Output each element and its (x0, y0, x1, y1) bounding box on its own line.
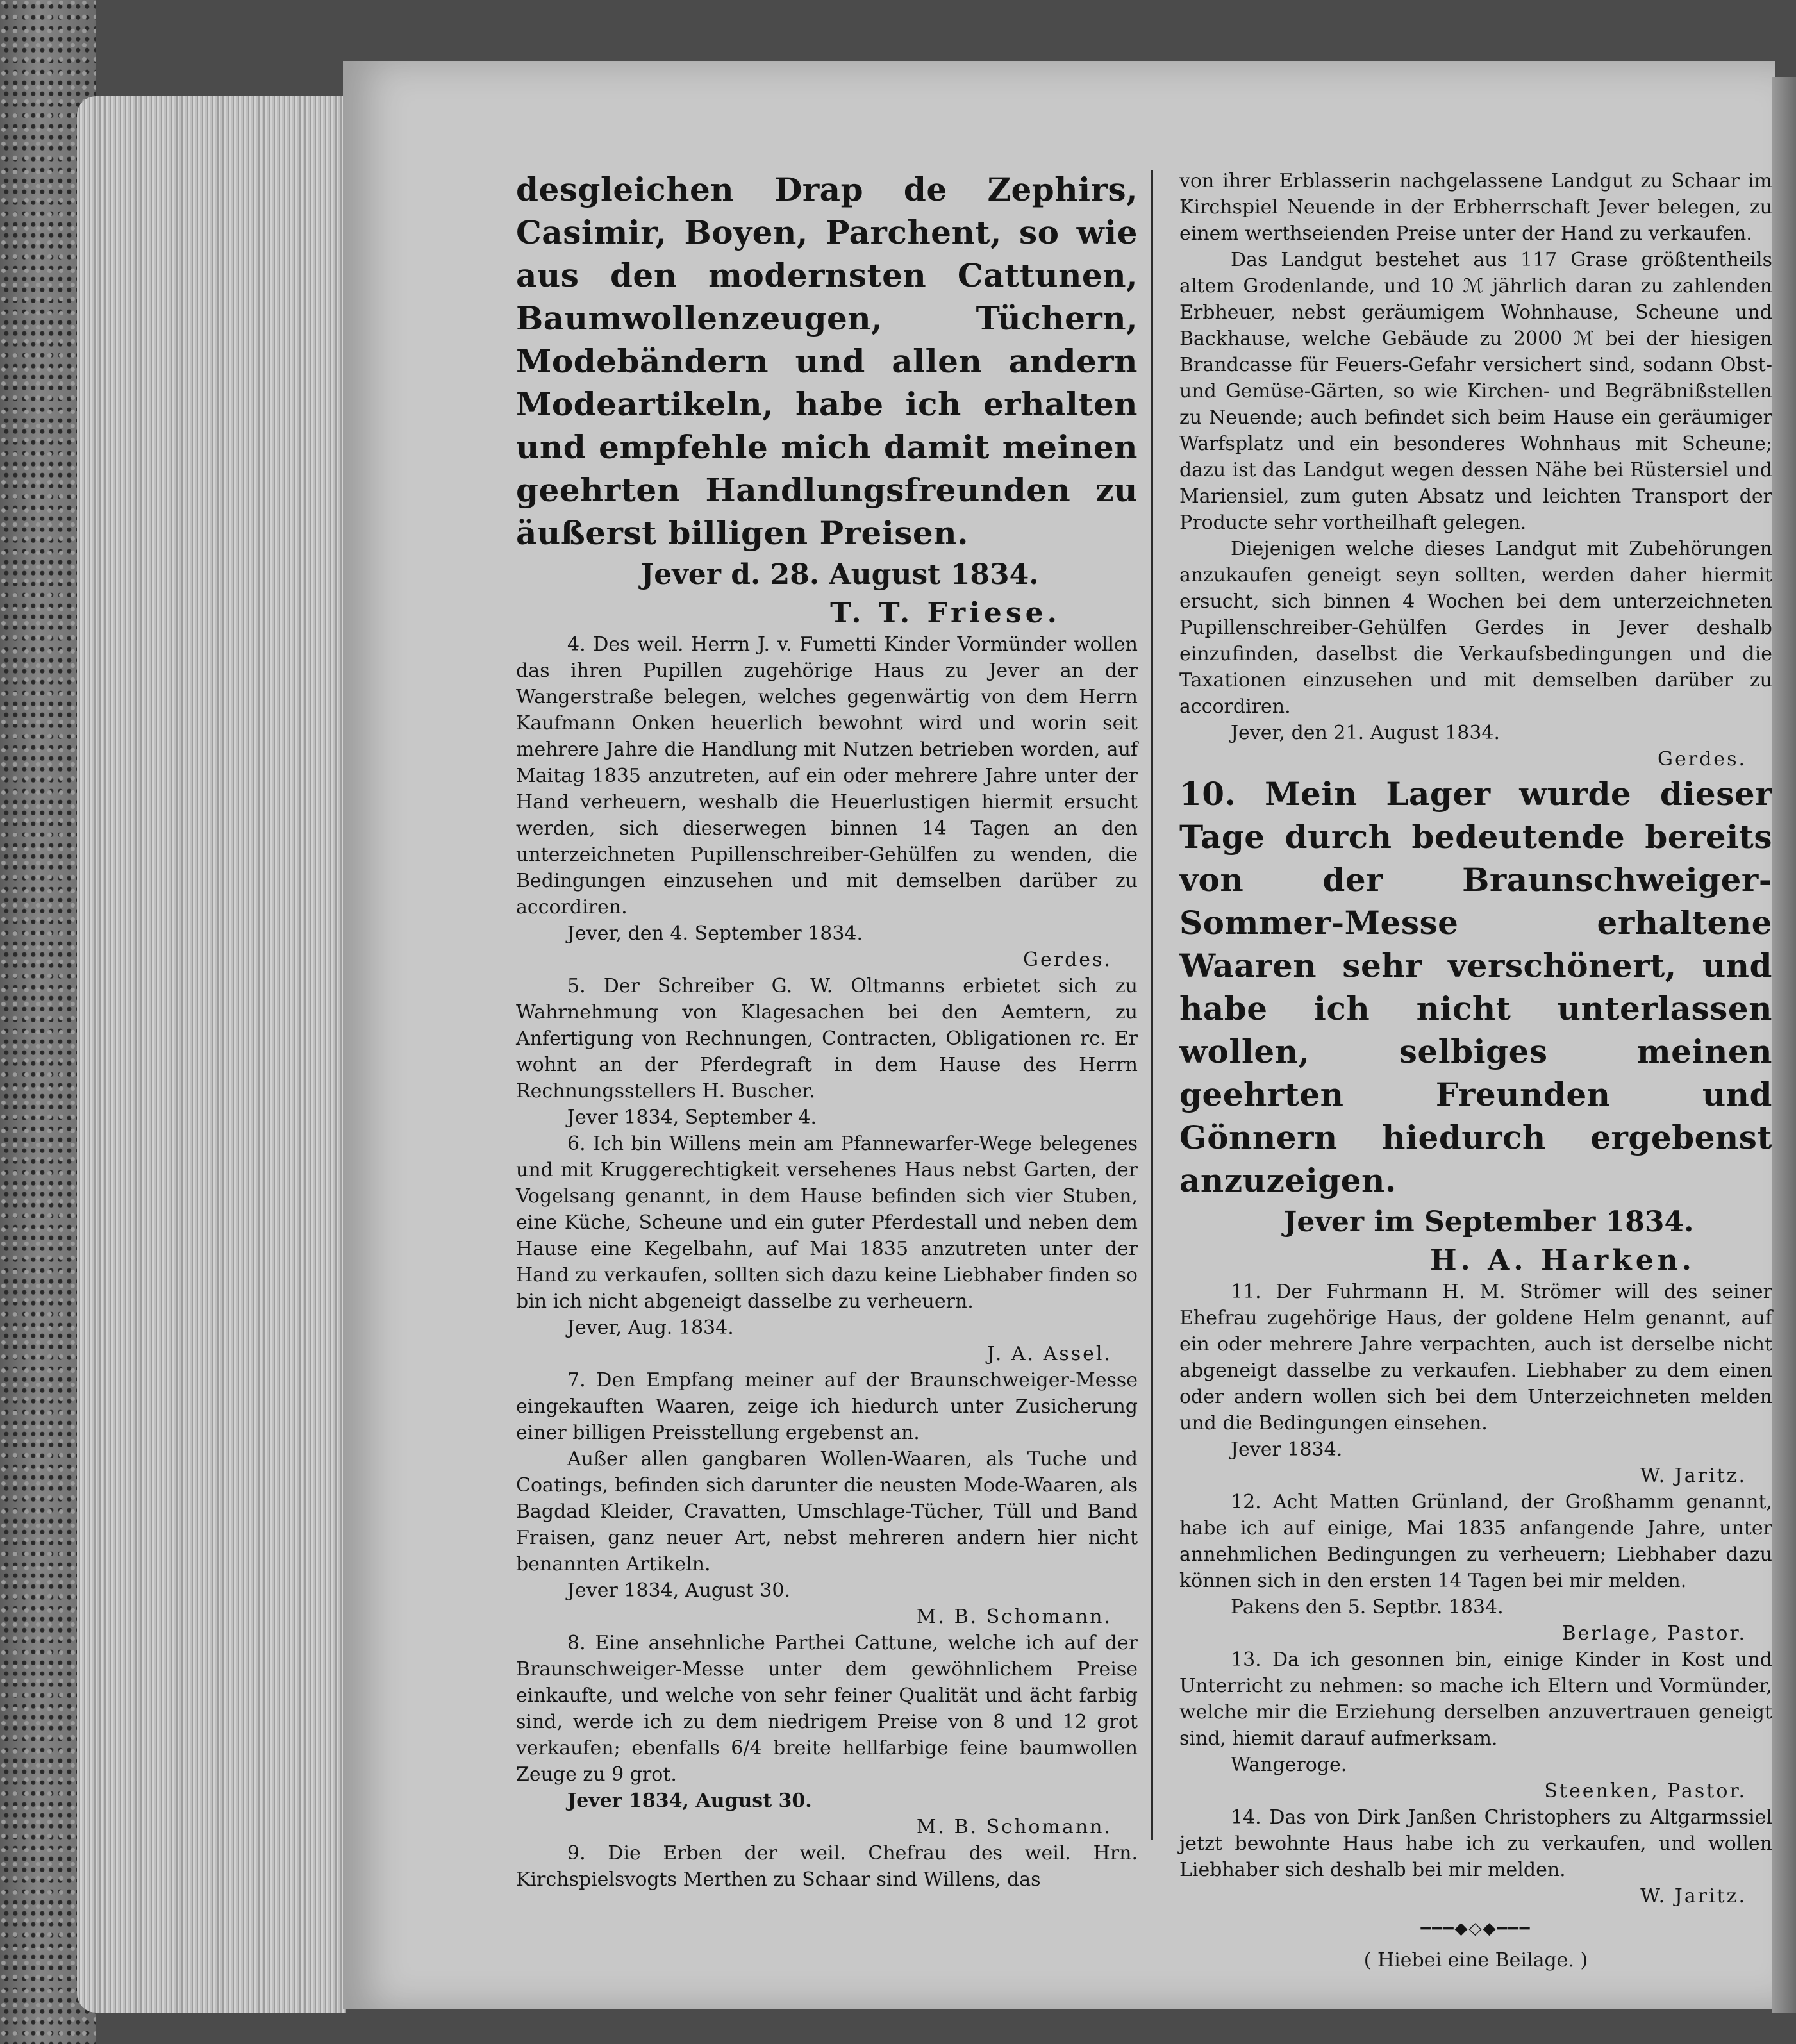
notice-11: 11. Der Fuhrmann H. M. Strömer will des seiner Ehefrau zugehörige Haus, der goldene Helm genannt, auf ein oder mehrere Jahre verpachten, auch ist derselbe nicht abgeneigt dasselbe zu verkaufen. Liebhaber zu dem einen oder andern wollen sich bei dem Unterzeichneten melden und die Bedingungen einsehen. (1179, 1281, 1772, 1434)
notice-7-date: Jever 1834, August 30. (567, 1579, 790, 1602)
notice-13-signature: Steenken, Pastor. (1544, 1780, 1747, 1802)
notice-14: 14. Das von Dirk Janßen Christophers zu Altgarmssiel jetzt bewohnte Haus habe ich zu verkaufen, und wollen Liebhaber sich deshalb bei mir melden. (1179, 1806, 1772, 1881)
intro-date: Jever d. 28. August 1834. (640, 558, 1039, 591)
notice-12: 12. Acht Matten Grünland, der Großhamm genannt, habe ich auf einige, Mai 1835 anfangende Jahre, unter annehmlichen Bedingungen zu verheuern; Liebhaber dazu können sich in den ersten 14 Tagen bei mir melden. (1179, 1491, 1772, 1592)
notice-4-signature: Gerdes. (1023, 949, 1112, 971)
notice-5: 5. Der Schreiber G. W. Oltmanns erbietet sich zu Wahrnehmung von Klagesachen bei den Aemtern, zu Anfertigung von Rechnungen, Contracten, Obligationen rc. Er wohnt an der Pferdegraft in dem Hause des Herrn Rechnungsstellers H. Buscher. (516, 975, 1138, 1102)
facing-page-edge (1772, 77, 1796, 2013)
column-divider (1151, 170, 1153, 1840)
ornament-divider: ━━━◆◇◆━━━ (1420, 1919, 1531, 1938)
intro-advertisement: desgleichen Drap de Zephirs, Casimir, Boyen, Parchent, so wie aus den modernsten Cattunen, Baumwollenzeugen, Tüchern, Modebändern und allen andern Modeartikeln, habe ich erhalten und empfehle mich damit meinen geehrten Handlungsfreunden zu äußerst billigen Preisen. (516, 170, 1138, 552)
notice-9-date: Jever, den 21. August 1834. (1231, 722, 1501, 744)
notice-8-signature: M. B. Schomann. (916, 1816, 1112, 1838)
notice-7-signature: M. B. Schomann. (916, 1606, 1112, 1628)
notice-7-continued: Außer allen gangbaren Wollen-Waaren, als Tuche und Coatings, befinden sich darunter die neusten Mode-Waaren, als Bagdad Kleider, Cravatten, Umschlage-Tücher, Tüll und Band Fraisen, ganz neuer Art, nebst mehreren andern hier nicht benannten Artikeln. (516, 1448, 1138, 1575)
supplement-note: ( Hiebei eine Beilage. ) (1363, 1949, 1588, 1972)
notice-6: 6. Ich bin Willens mein am Pfannewarfer-Wege belegenes und mit Kruggerechtigkeit versehenes Haus nebst Garten, der Vogelsang genannt, in dem Hause befinden sich vier Stuben, eine Küche, Scheune und ein guter Pferdestall und neben dem Hause eine Kegelbahn, auf Mai 1835 anzutreten unter der Hand zu verkaufen, sollten sich dazu keine Liebhaber finden so bin ich nicht abgeneigt dasselbe zu verheuern. (516, 1133, 1138, 1313)
notice-6-signature: J. A. Assel. (987, 1343, 1112, 1365)
notice-12-date: Pakens den 5. Septbr. 1834. (1231, 1596, 1504, 1618)
notice-13: 13. Da ich gesonnen bin, einige Kinder in Kost und Unterricht zu nehmen: so mache ich Eltern und Vormünder, welche mir die Erziehung derselben anzuvertrauen geneigt sind, hiemit darauf aufmerksam. (1179, 1649, 1772, 1750)
notice-6-date: Jever, Aug. 1834. (567, 1317, 734, 1339)
intro-signature: T. T. Friese. (830, 597, 1061, 629)
notice-10: 10. Mein Lager wurde dieser Tage durch bedeutende bereits von der Braunschweiger-Sommer-Messe erhaltene Waaren sehr verschönert, und habe ich nicht unterlassen wollen, selbiges meinen geehrten Freunden und Gönnern hiedurch ergebenst anzuzeigen. (1179, 775, 1772, 1199)
notice-14-signature: W. Jaritz. (1640, 1885, 1747, 1907)
notice-9-signature: Gerdes. (1658, 748, 1747, 770)
notice-8: 8. Eine ansehnliche Parthei Cattune, welche ich auf der Braunschweiger-Messe unter dem gewöhnlichem Preise einkaufte, und welche von sehr feiner Qualität und ächt farbig sind, werde ich zu dem niedrigem Preise von 8 und 12 grot verkaufen; ebenfalls 6/4 breite hellfarbige feine baumwollen Zeuge zu 9 grot. (516, 1632, 1138, 1786)
notice-5-date: Jever 1834, September 4. (567, 1106, 817, 1129)
notice-9-instructions: Diejenigen welche dieses Landgut mit Zubehörungen anzukaufen geneigt seyn sollten, werden daher hiermit ersucht, sich binnen 4 Wochen bei dem unterzeichneten Pupillenschreiber-Gehülfen Gerdes in Jever deshalb einzufinden, daselbst die Verkaufsbedingungen und die Taxationen einzusehen und mit demselben darüber zu accordiren. (1179, 538, 1772, 718)
notice-10-signature: H. A. Harken. (1429, 1244, 1695, 1277)
page-stack-edge (77, 96, 346, 2013)
notice-11-date: Jever 1834. (1231, 1438, 1343, 1461)
notice-8-date: Jever 1834, August 30. (567, 1790, 812, 1812)
notice-4-date: Jever, den 4. September 1834. (567, 922, 863, 945)
right-column (1179, 168, 1772, 1973)
notice-9-continued: von ihrer Erblasserin nachgelassene Landgut zu Schaar im Kirchspiel Neuende in der Erbherrschaft Jever belegen, zu einem werthseienden Preise unter der Hand zu verkaufen. (1179, 170, 1772, 245)
notice-13-date: Wangeroge. (1231, 1754, 1347, 1776)
notice-9: 9. Die Erben der weil. Chefrau des weil. Hrn. Kirchspielsvogts Merthen zu Schaar sind Willens, das (516, 1842, 1138, 1891)
notice-12-signature: Berlage, Pastor. (1561, 1622, 1747, 1645)
left-column (516, 168, 1138, 1893)
notice-9-description: Das Landgut bestehet aus 117 Grase größtentheils altem Grodenlande, und 10 ℳ jährlich daran zu zahlenden Erbheuer, nebst geräumigem Wohnhause, Scheune und Backhause, welche Gebäude zu 2000 ℳ bei der hiesigen Brandcasse für Feuers-Gefahr versichert sind, sodann Obst- und Gemüse-Gärten, so wie Kirchen- und Begräbnißstellen zu Neuende; auch befindet sich beim Hause ein geräumiger Warfsplatz und ein besonderes Wohnhaus mit Scheune; dazu ist das Landgut wegen dessen Nähe bei Rüstersiel und Mariensiel, zum guten Absatz und leichten Transport der Producte sehr vortheilhaft gelegen. (1179, 249, 1772, 534)
notice-10-date: Jever im September 1834. (1283, 1206, 1694, 1238)
notice-4: 4. Des weil. Herrn J. v. Fumetti Kinder Vormünder wollen das ihren Pupillen zugehörige Haus zu Jever an der Wangerstraße belegen, welches gegenwärtig von dem Herrn Kaufmann Onken heuerlich bewohnt wird und worin seit mehrere Jahre die Handlung mit Nutzen betrieben worden, auf Maitag 1835 anzutreten, auf ein oder mehrere Jahre unter der Hand verheuern, weshalb die Heuerlustigen hiermit ersucht werden, sich dieserwegen binnen 14 Tagen an den unterzeichneten Pupillenschreiber-Gehülfen zu wenden, die Bedingungen einzusehen und mit demselben darüber zu accordiren. (516, 633, 1138, 918)
notice-7: 7. Den Empfang meiner auf der Braunschweiger-Messe eingekauften Waaren, zeige ich hiedurch unter Zusicherung einer billigen Preisstellung ergebenst an. (516, 1369, 1138, 1444)
notice-11-signature: W. Jaritz. (1640, 1465, 1747, 1487)
